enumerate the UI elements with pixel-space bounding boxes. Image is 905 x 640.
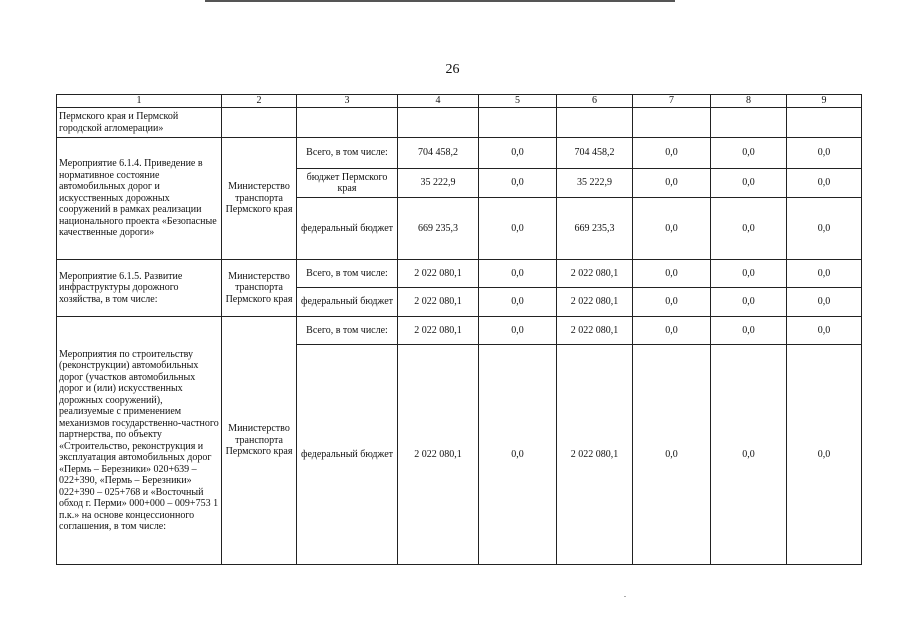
table-row — [57, 108, 862, 138]
value-cell: 0,0 — [711, 198, 787, 260]
executor: Министерство транспорта Пермского края — [222, 138, 297, 260]
funding-source: Всего, в том числе: — [297, 260, 398, 288]
value-cell: 0,0 — [711, 138, 787, 169]
value-cell: 0,0 — [711, 317, 787, 345]
activity-name: Пермского края и Пермской городской агломерации» — [57, 108, 222, 138]
column-header: 4 — [398, 95, 479, 108]
value-cell: 0,0 — [479, 198, 557, 260]
page-number: 26 — [445, 62, 460, 77]
value-cell: 704 458,2 — [398, 138, 479, 169]
value-cell: 0,0 — [787, 345, 862, 565]
column-header: 9 — [787, 95, 862, 108]
scan-speck — [624, 596, 626, 597]
value-cell: 0,0 — [633, 169, 711, 198]
value-cell: 2 022 080,1 — [557, 288, 633, 317]
value-cell: 0,0 — [711, 345, 787, 565]
value-cell: 35 222,9 — [398, 169, 479, 198]
value-cell: 0,0 — [633, 345, 711, 565]
value-cell: 0,0 — [787, 169, 862, 198]
value-cell: 0,0 — [787, 317, 862, 345]
value-cell: 0,0 — [479, 345, 557, 565]
column-header: 2 — [222, 95, 297, 108]
value-cell: 0,0 — [787, 288, 862, 317]
value-cell: 0,0 — [479, 288, 557, 317]
value-cell: 0,0 — [633, 317, 711, 345]
value-cell: 0,0 — [787, 260, 862, 288]
value-cell: 0,0 — [479, 260, 557, 288]
executor: Министерство транспорта Пермского края — [222, 317, 297, 565]
activity-name: Мероприятия по строительству (реконструкции) автомобильных дорог (участков автомобильных дорог и (или) искусственных дорожных сооружений), реализуемые с применением механизмов государственно-частного партнерства, по объекту «Строительство, реконструкция и эксплуатация автомобильных дорог «Пермь – Березники» 020+639 – 022+390, «Пермь – Березники» 022+390 – 025+768 и «Восточный обход г. Перми» 000+000 – 009+753 1 п.к.» на основе концессионного соглашения, в том числе: — [57, 317, 222, 565]
column-number-row — [57, 95, 862, 108]
executor: Министерство транспорта Пермского края — [222, 260, 297, 317]
value-cell: 0,0 — [479, 169, 557, 198]
table-row — [57, 138, 862, 169]
column-header: 8 — [711, 95, 787, 108]
value-cell: 0,0 — [787, 198, 862, 260]
column-header: 3 — [297, 95, 398, 108]
table-row — [57, 317, 862, 345]
value-cell: 0,0 — [479, 317, 557, 345]
value-cell: 35 222,9 — [557, 169, 633, 198]
column-header: 7 — [633, 95, 711, 108]
value-cell: 0,0 — [787, 138, 862, 169]
table-row — [57, 260, 862, 288]
value-cell: 0,0 — [633, 288, 711, 317]
value-cell: 669 235,3 — [557, 198, 633, 260]
budget-table — [56, 94, 862, 565]
value-cell: 2 022 080,1 — [398, 260, 479, 288]
value-cell: 2 022 080,1 — [557, 345, 633, 565]
value-cell: 704 458,2 — [557, 138, 633, 169]
activity-name: Мероприятие 6.1.4. Приведение в нормативное состояние автомобильных дорог и искусственных дорожных сооружений в рамках реализации национального проекта «Безопасные качественные дороги» — [57, 138, 222, 260]
value-cell: 669 235,3 — [398, 198, 479, 260]
value-cell: 0,0 — [479, 138, 557, 169]
value-cell: 0,0 — [711, 260, 787, 288]
value-cell: 2 022 080,1 — [557, 260, 633, 288]
value-cell: 0,0 — [633, 138, 711, 169]
column-header: 5 — [479, 95, 557, 108]
activity-name: Мероприятие 6.1.5. Развитие инфраструктуры дорожного хозяйства, в том числе: — [57, 260, 222, 317]
column-header: 1 — [57, 95, 222, 108]
value-cell: 0,0 — [711, 288, 787, 317]
value-cell: 0,0 — [633, 260, 711, 288]
value-cell: 2 022 080,1 — [398, 345, 479, 565]
funding-source: федеральный бюджет — [297, 288, 398, 317]
value-cell: 0,0 — [711, 169, 787, 198]
value-cell: 0,0 — [633, 198, 711, 260]
value-cell: 2 022 080,1 — [398, 317, 479, 345]
value-cell: 2 022 080,1 — [557, 317, 633, 345]
funding-source: федеральный бюджет — [297, 345, 398, 565]
top-rule — [205, 0, 675, 2]
funding-source: Всего, в том числе: — [297, 317, 398, 345]
funding-source: Всего, в том числе: — [297, 138, 398, 169]
value-cell: 2 022 080,1 — [398, 288, 479, 317]
column-header: 6 — [557, 95, 633, 108]
funding-source: бюджет Пермского края — [297, 169, 398, 198]
funding-source: федеральный бюджет — [297, 198, 398, 260]
